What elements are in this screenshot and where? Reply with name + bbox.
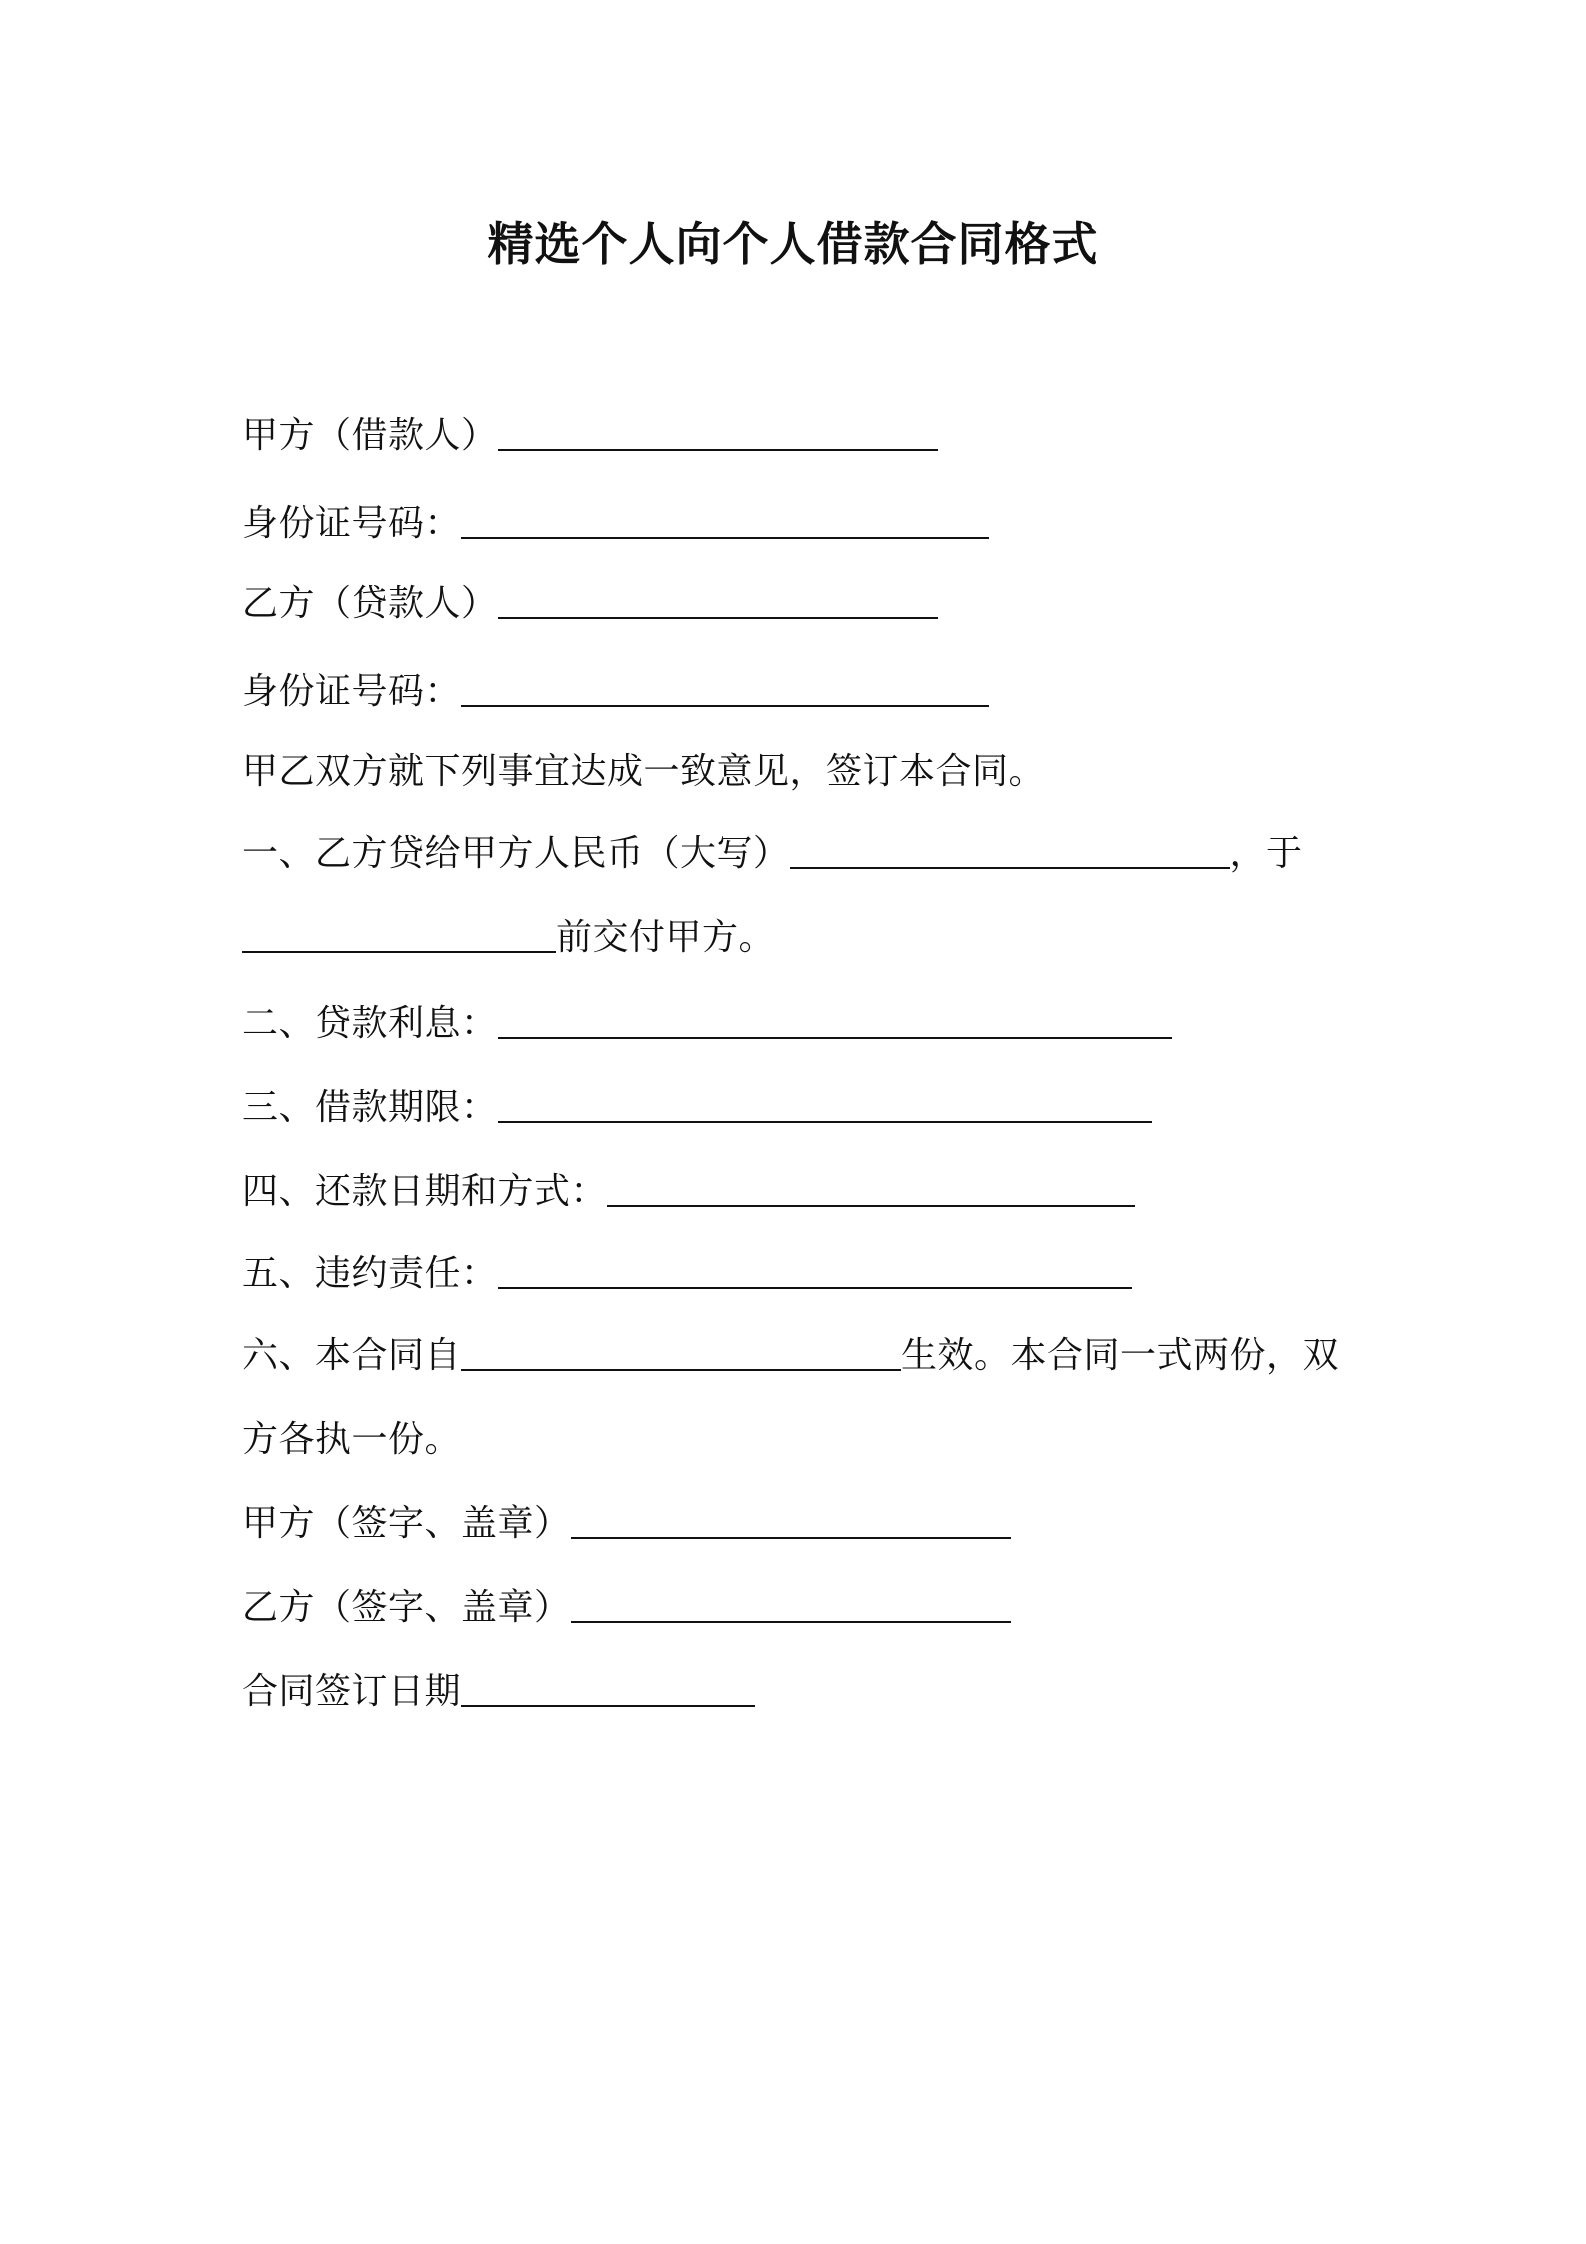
clause-6-cont: 方各执一份。 — [242, 1419, 462, 1460]
clause-5-line — [242, 1250, 1132, 1298]
clause-1-label: 一、乙方贷给甲方人民币（大写） — [242, 833, 790, 874]
document-title: 精选个人向个人借款合同格式 — [487, 217, 1099, 271]
sign-a-line — [242, 1500, 1011, 1548]
clause-6-label: 六、本合同自 — [242, 1335, 462, 1376]
agreement-intro: 甲乙双方就下列事宜达成一致意见，签订本合同。 — [242, 751, 1046, 792]
clause-3-label: 三、借款期限： — [242, 1087, 498, 1128]
id-a-label: 身份证号码： — [242, 503, 462, 544]
sign-a-blank[interactable] — [571, 1501, 1011, 1539]
clause-6-mid: 生效。本合同一式两份，双 — [901, 1335, 1340, 1376]
clause-6-date-blank[interactable] — [461, 1333, 901, 1371]
party-b-line — [242, 580, 938, 628]
clause-6-line — [242, 1332, 1339, 1380]
clause-1-line — [242, 830, 1303, 878]
clause-2-blank[interactable] — [498, 1001, 1172, 1039]
clause-4-line — [242, 1168, 1135, 1216]
id-b-line — [242, 668, 989, 716]
party-a-blank[interactable] — [498, 413, 938, 451]
party-a-label: 甲方（借款人） — [242, 415, 498, 456]
clause-5-label: 五、违约责任： — [242, 1253, 498, 1294]
clause-4-label: 四、还款日期和方式： — [242, 1171, 608, 1212]
sign-b-blank[interactable] — [571, 1585, 1011, 1623]
party-b-blank[interactable] — [498, 581, 938, 619]
sign-date-line — [242, 1668, 755, 1716]
clause-1-cont-line — [242, 914, 775, 962]
sign-b-label: 乙方（签字、盖章） — [242, 1587, 571, 1628]
clause-3-line — [242, 1084, 1152, 1132]
party-a-line — [242, 412, 938, 460]
clause-5-blank[interactable] — [498, 1251, 1132, 1289]
clause-1-end: 前交付甲方。 — [556, 917, 776, 958]
id-b-label: 身份证号码： — [242, 671, 462, 712]
clause-2-line — [242, 1000, 1172, 1048]
clause-2-label: 二、贷款利息： — [242, 1003, 498, 1044]
clause-3-blank[interactable] — [498, 1085, 1152, 1123]
id-a-blank[interactable] — [461, 501, 989, 539]
id-b-blank[interactable] — [461, 669, 989, 707]
clause-1-mid: ，于 — [1229, 833, 1303, 874]
clause-4-blank[interactable] — [607, 1169, 1135, 1207]
clause-1-amount-blank[interactable] — [790, 831, 1230, 869]
sign-date-blank[interactable] — [461, 1669, 755, 1707]
sign-b-line — [242, 1584, 1011, 1632]
clause-1-date-blank[interactable] — [242, 915, 556, 953]
sign-a-label: 甲方（签字、盖章） — [242, 1503, 571, 1544]
sign-date-label: 合同签订日期 — [242, 1671, 462, 1712]
id-a-line — [242, 500, 989, 548]
party-b-label: 乙方（贷款人） — [242, 583, 498, 624]
